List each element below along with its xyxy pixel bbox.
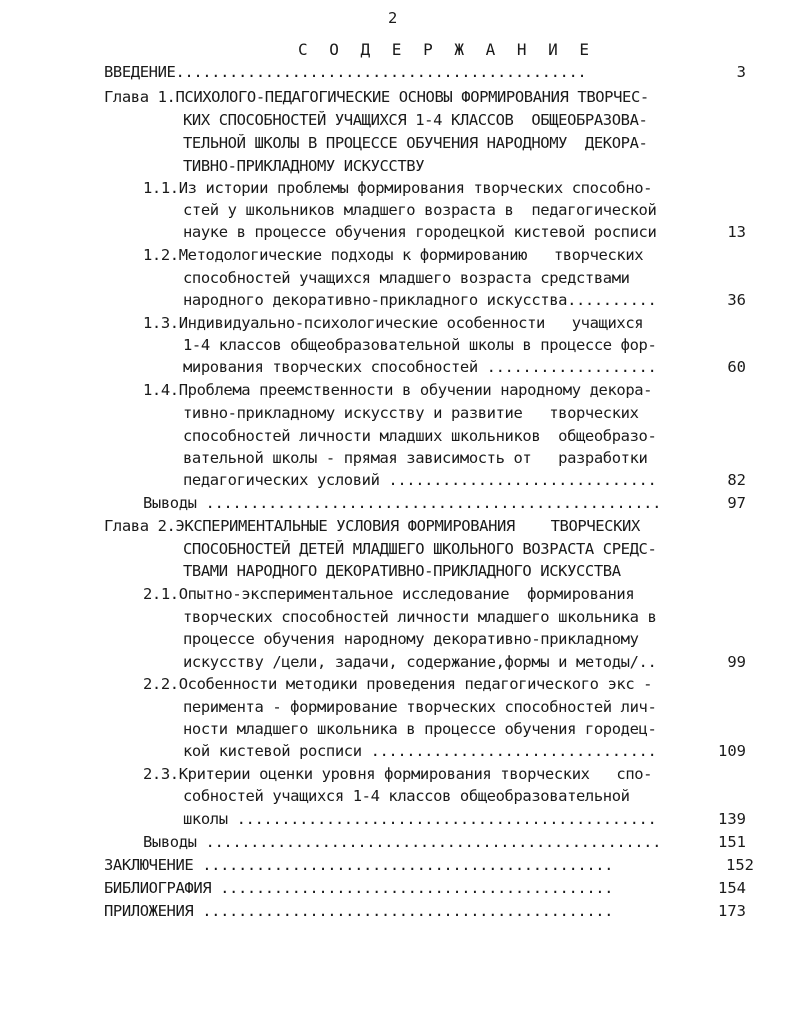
toc-chapter-1-heading-cont: ТИВНО-ПРИКЛАДНОМУ ИСКУССТВУ — [183, 157, 425, 175]
toc-section-2-2: 2.2.Особенности методики проведения педагогического экс - — [143, 675, 653, 693]
toc-chapter-2-heading-cont: ТВАМИ НАРОДНОГО ДЕКОРАТИВНО-ПРИКЛАДНОГО ИСКУССТВА — [183, 562, 621, 580]
contents-title: С О Д Е Р Ж А Н И Е — [298, 40, 596, 59]
toc-section-2-1-cont: искусству /цели, задачи, содержание,формы и методы/.. — [183, 653, 657, 671]
toc-section-1-1-cont: стей у школьников младшего возраста в педагогической — [183, 201, 657, 219]
page-number: 2 — [388, 9, 398, 27]
toc-section-2-1-cont: творческих способностей личности младшего школьника в — [183, 608, 657, 626]
toc-conclusions-1: Выводы ................................................... — [143, 494, 662, 512]
toc-section-1-4-cont: тивно-прикладному искусству и развитие творческих — [183, 404, 639, 422]
toc-section-1-4: 1.4.Проблема преемственности в обучении народному декора- — [143, 381, 653, 399]
toc-section-1-4-cont: вательной школы - прямая зависимость от разработки — [183, 449, 648, 467]
toc-page-number: 36 — [727, 291, 746, 309]
toc-section-2-3-cont: школы ............................................... — [183, 810, 657, 828]
toc-chapter-1-heading-cont: ТЕЛЬНОЙ ШКОЛЫ В ПРОЦЕССЕ ОБУЧЕНИЯ НАРОДНОМУ ДЕКОРА- — [183, 134, 648, 152]
toc-section-2-1-cont: процессе обучения народному декоративно-прикладному — [183, 630, 639, 648]
toc-section-2-3-cont: собностей учащихся 1-4 классов общеобразовательной — [183, 787, 630, 805]
toc-section-2-1: 2.1.Опытно-экспериментальное исследование формирования — [143, 585, 635, 603]
toc-entry-bibliography: БИБЛИОГРАФИЯ ............................................ — [104, 879, 614, 897]
toc-entry-conclusion: ЗАКЛЮЧЕНИЕ .............................................. — [104, 856, 614, 874]
toc-section-1-4-cont: способностей личности младших школьников общеобразо- — [183, 427, 657, 445]
toc-page-number: 97 — [727, 494, 746, 512]
toc-section-2-2-cont: перимента - формирование творческих способностей лич- — [183, 698, 657, 716]
toc-section-2-2-cont: ности младшего школьника в процессе обучения городец- — [183, 720, 657, 738]
toc-chapter-2-heading: Глава 2.ЭКСПЕРИМЕНТАЛЬНЫЕ УСЛОВИЯ ФОРМИРОВАНИЯ ТВОРЧЕСКИХ — [104, 517, 640, 535]
toc-section-1-3: 1.3.Индивидуально-психологические особенности учащихся — [143, 314, 644, 332]
toc-section-2-2-cont: кой кистевой росписи ................................ — [183, 742, 657, 760]
toc-section-1-2-cont: народного декоративно-прикладного искусства.......... — [183, 291, 657, 309]
toc-page-number: 60 — [727, 358, 746, 376]
toc-section-1-1: 1.1.Из истории проблемы формирования творческих способно- — [143, 179, 653, 197]
toc-page-number: 154 — [718, 879, 746, 897]
toc-section-1-2-cont: способностей учащихся младшего возраста средствами — [183, 269, 630, 287]
toc-page-number: 173 — [718, 902, 746, 920]
toc-page-number: 13 — [727, 223, 746, 241]
toc-conclusions-2: Выводы ................................................... — [143, 833, 662, 851]
toc-section-1-3-cont: 1-4 классов общеобразовательной школы в процессе фор- — [183, 336, 657, 354]
toc-chapter-1-heading: Глава 1.ПСИХОЛОГО-ПЕДАГОГИЧЕСКИЕ ОСНОВЫ ФОРМИРОВАНИЯ ТВОРЧЕС- — [104, 88, 649, 106]
toc-section-2-3: 2.3.Критерии оценки уровня формирования творческих спо- — [143, 765, 653, 783]
toc-section-1-1-cont: науке в процессе обучения городецкой кистевой росписи — [183, 223, 657, 241]
toc-chapter-2-heading-cont: СПОСОБНОСТЕЙ ДЕТЕЙ МЛАДШЕГО ШКОЛЬНОГО ВОЗРАСТА СРЕДС- — [183, 540, 657, 558]
toc-page-number: 139 — [718, 810, 746, 828]
toc-section-1-3-cont: мирования творческих способностей ................... — [183, 358, 657, 376]
toc-page-number: 151 — [718, 833, 746, 851]
toc-page-number: 152 — [726, 856, 754, 874]
toc-entry-introduction: ВВЕДЕНИЕ.............................................. — [104, 63, 587, 81]
toc-page-number: 109 — [718, 742, 746, 760]
toc-chapter-1-heading-cont: КИХ СПОСОБНОСТЕЙ УЧАЩИХСЯ 1-4 КЛАССОВ ОБЩЕОБРАЗОВА- — [183, 111, 648, 129]
toc-page-number: 99 — [727, 653, 746, 671]
toc-section-1-2: 1.2.Методологические подходы к формированию творческих — [143, 246, 644, 264]
toc-page-number: 82 — [727, 471, 746, 489]
toc-entry-appendix: ПРИЛОЖЕНИЯ .............................................. — [104, 902, 614, 920]
toc-section-1-4-cont: педагогических условий .............................. — [183, 471, 657, 489]
toc-page-number: 3 — [736, 63, 746, 81]
